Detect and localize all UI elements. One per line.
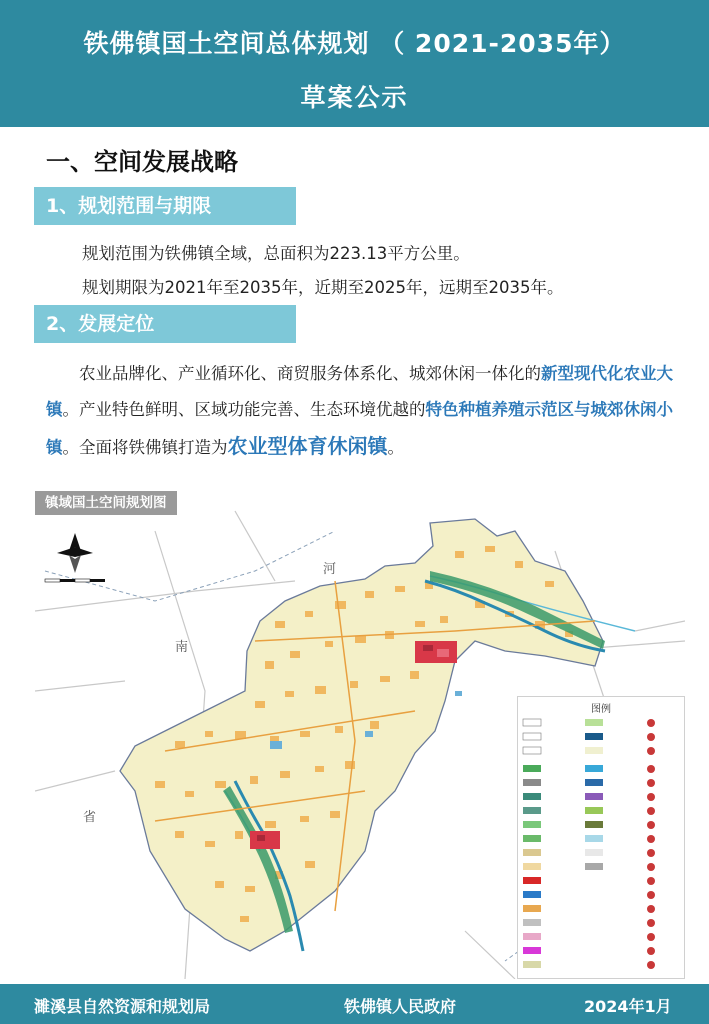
place-label-he: 河 <box>323 562 337 577</box>
place-label-sheng: 省 <box>83 810 97 825</box>
positioning-text-2: 。产业特色鲜明、区域功能完善、生态环境优越的 <box>62 400 426 419</box>
positioning-paragraph <box>46 356 676 466</box>
legend-title: 图例 <box>591 704 611 715</box>
positioning-text-1: 农业品牌化、产业循环化、商贸服务体系化、城郊休闲一体化的 <box>79 364 541 383</box>
section-title: 一、空间发展战略 <box>46 148 238 176</box>
positioning-highlight-1: 新型现代化农业大镇 <box>46 364 673 419</box>
positioning-highlight-3: 农业型体育休闲镇 <box>227 434 388 458</box>
legend-swatches <box>519 715 685 979</box>
footer-org-town-government: 铁佛镇人民政府 <box>344 997 457 1016</box>
footer-banner <box>0 984 709 1024</box>
legend-column-3 <box>647 719 655 969</box>
positioning-text-3: 。全面将铁佛镇打造为 <box>62 438 228 457</box>
map-title-tag: 镇域国土空间规划图 <box>35 491 177 515</box>
place-label-nan: 南 <box>175 640 189 655</box>
legend-column-2 <box>585 719 603 870</box>
map-legend <box>517 696 685 979</box>
positioning-highlight-2: 特色种植养殖示范区与城郊休闲小镇 <box>46 400 673 457</box>
legend-column-1 <box>523 719 541 968</box>
town-center-southwest <box>250 831 280 849</box>
page-title: 铁佛镇国土空间总体规划 （ 2021-2035年） <box>83 29 626 58</box>
compass-icon <box>45 533 105 582</box>
scope-text-period: 规划期限为2021年至2035年，近期至2025年，远期至2035年。 <box>82 278 564 297</box>
scope-text-area: 规划范围为铁佛镇全域，总面积为223.13平方公里。 <box>82 244 470 263</box>
page-subtitle: 草案公示 <box>300 83 409 112</box>
scope-heading: 1、规划范围与期限 <box>34 187 296 225</box>
footer-date: 2024年1月 <box>584 997 672 1016</box>
positioning-heading: 2、发展定位 <box>34 305 296 343</box>
footer-org-planning-bureau: 濉溪县自然资源和规划局 <box>34 997 211 1016</box>
land-use-map <box>35 491 685 979</box>
positioning-text-4: 。 <box>387 438 404 457</box>
header-banner <box>0 0 709 127</box>
town-center-east <box>415 641 457 663</box>
